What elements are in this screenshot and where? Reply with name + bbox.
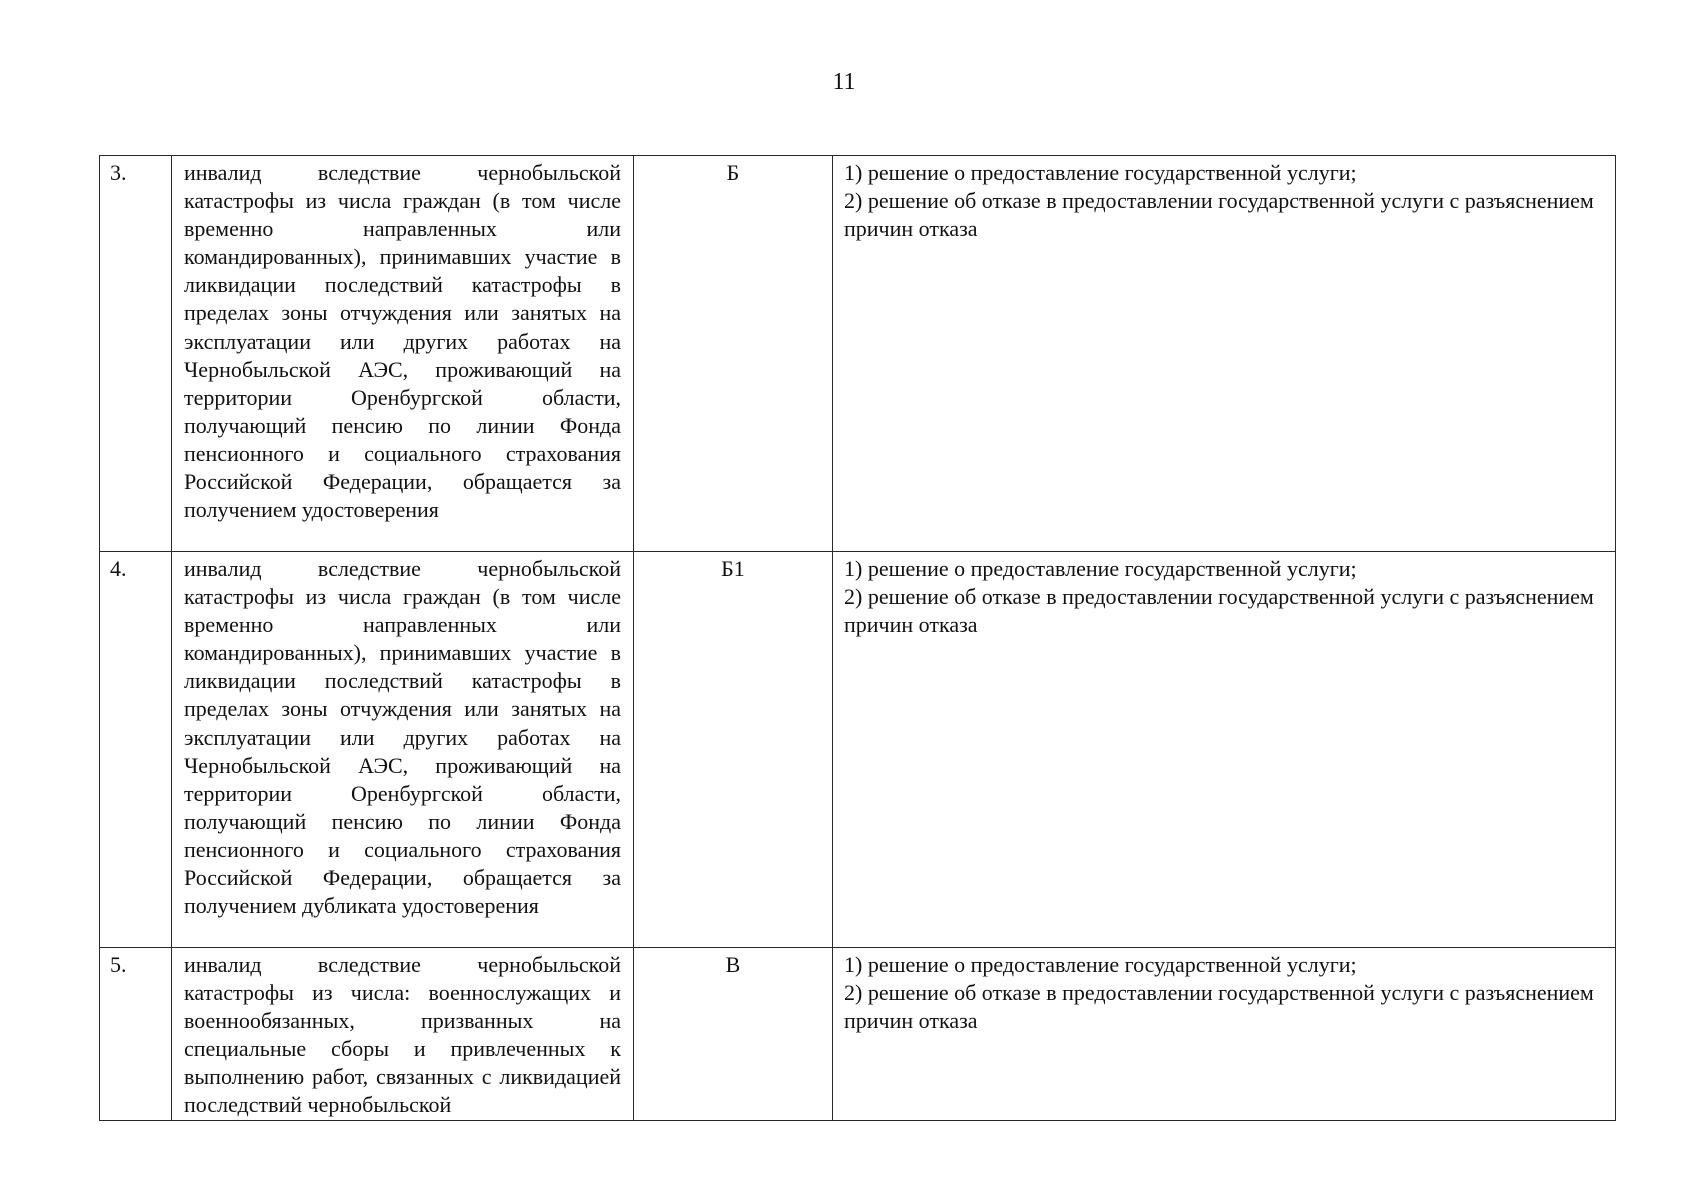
result-grant: 1) решение о предоставление государственной услуги; [844,952,1357,977]
page-number: 11 [832,69,856,95]
applicant-description: инвалид вследствие чернобыльской катастрофы из числа граждан (в том числе временно направленных или командированных), принимавших участие в ликвидации последствий катастрофы в пределах зоны отчуждения или занятых на эксплуатации или других работах на Чернобыльской АЭС, проживающий на территории Оренбургской области, получающий пенсию по линии Фонда пенсионного и социального страхования Российской Федерации, обращается за получением удостоверения [172,156,634,552]
result-grant: 1) решение о предоставление государственной услуги; [844,556,1357,581]
row-number: 5. [100,948,172,1121]
variant-code: Б [634,156,833,552]
result-cell [833,948,1616,1121]
result-refusal: 2) решение об отказе в предоставлении государственной услуги с разъяснением причин отказа [844,584,1594,638]
table-row [100,948,1616,1121]
applicant-description: инвалид вследствие чернобыльской катастрофы из числа: военнослужащих и военнообязанных, призванных на специальные сборы и привлеченных к выполнению работ, связанных с ликвидацией последствий чернобыльской [172,948,634,1121]
services-table [99,155,1616,1121]
table-row [100,156,1616,552]
row-number: 3. [100,156,172,552]
result-grant: 1) решение о предоставление государственной услуги; [844,160,1357,185]
applicant-description: инвалид вследствие чернобыльской катастрофы из числа граждан (в том числе временно направленных или командированных), принимавших участие в ликвидации последствий катастрофы в пределах зоны отчуждения или занятых на эксплуатации или других работах на Чернобыльской АЭС, проживающий на территории Оренбургской области, получающий пенсию по линии Фонда пенсионного и социального страхования Российской Федерации, обращается за получением дубликата удостоверения [172,552,634,948]
variant-code: В [634,948,833,1121]
result-refusal: 2) решение об отказе в предоставлении государственной услуги с разъяснением причин отказа [844,188,1594,242]
variant-code: Б1 [634,552,833,948]
row-number: 4. [100,552,172,948]
result-cell [833,156,1616,552]
table-row [100,552,1616,948]
result-refusal: 2) решение об отказе в предоставлении государственной услуги с разъяснением причин отказа [844,980,1594,1034]
result-cell [833,552,1616,948]
